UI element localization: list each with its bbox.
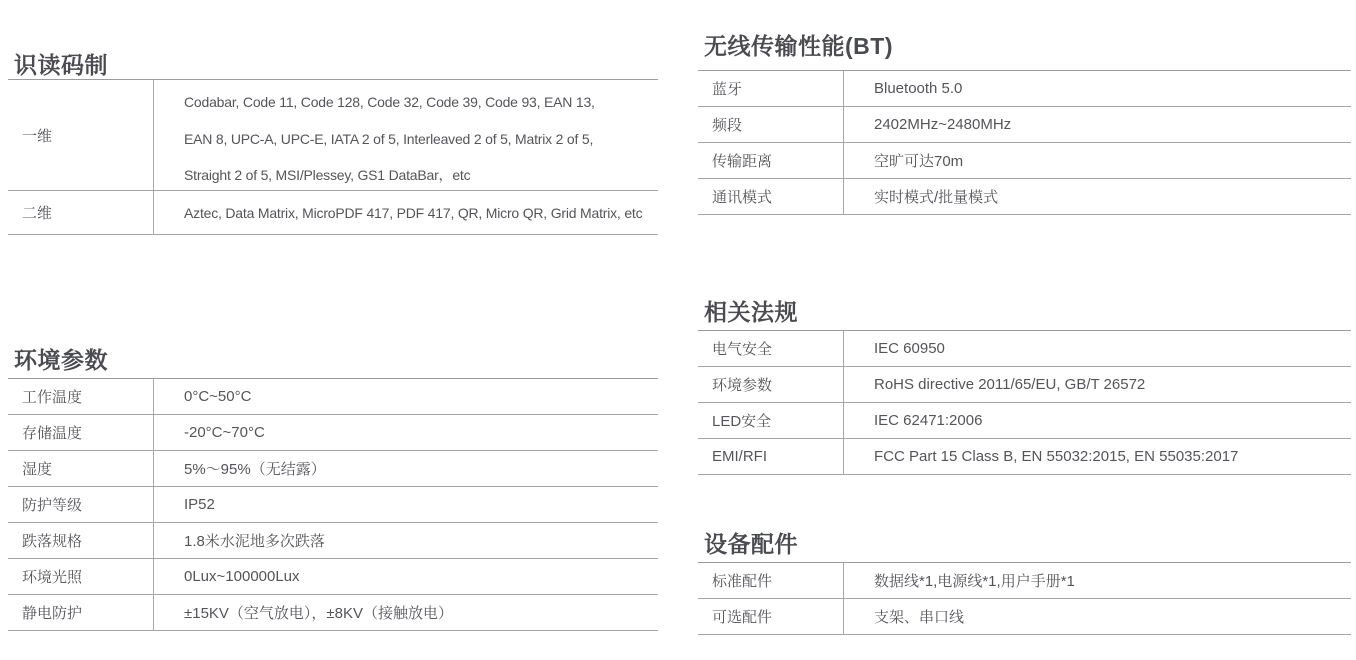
spec-value: 1.8米水泥地多次跌落 bbox=[184, 533, 325, 550]
spec-row-bluetooth bbox=[698, 71, 1351, 107]
spec-label: 频段 bbox=[712, 117, 743, 134]
code-list-line: Codabar, Code 11, Code 128, Code 32, Code 39, Code 93, EAN 13, bbox=[184, 94, 595, 110]
spec-value: IP52 bbox=[184, 496, 215, 513]
spec-label: 环境参数 bbox=[712, 377, 773, 394]
spec-row-drop-spec bbox=[8, 523, 658, 559]
spec-value: ±15KV（空气放电），±8KV（接触放电） bbox=[184, 605, 454, 622]
spec-label: 一维 bbox=[22, 127, 53, 145]
spec-label: 通讯模式 bbox=[712, 189, 773, 206]
spec-label: 湿度 bbox=[22, 461, 53, 478]
spec-value bbox=[153, 80, 658, 190]
spec-label: 工作温度 bbox=[22, 389, 83, 406]
spec-row-frequency bbox=[698, 107, 1351, 143]
spec-row-led-safety bbox=[698, 403, 1351, 439]
spec-row-emi-rfi bbox=[698, 439, 1351, 475]
spec-row-range bbox=[698, 143, 1351, 179]
spec-value: IEC 62471:2006 bbox=[874, 412, 983, 429]
code-list-line: EAN 8, UPC-A, UPC-E, IATA 2 of 5, Interleaved 2 of 5, Matrix 2 of 5, bbox=[184, 130, 594, 147]
read-codes-table bbox=[8, 79, 658, 235]
spec-label: 环境光照 bbox=[22, 569, 83, 586]
spec-label: 存储温度 bbox=[22, 425, 83, 442]
spec-value: 支架、串口线 bbox=[874, 609, 965, 626]
environment-title: 环境参数 bbox=[14, 347, 108, 373]
regulations-title: 相关法规 bbox=[704, 299, 798, 325]
regulations-table bbox=[698, 330, 1351, 475]
accessories-title: 设备配件 bbox=[704, 531, 798, 557]
spec-row-storage-temp bbox=[8, 415, 658, 451]
spec-label: 传输距离 bbox=[712, 153, 773, 170]
spec-label: 可选配件 bbox=[712, 609, 773, 626]
spec-value: -20°C~70°C bbox=[184, 424, 265, 441]
spec-label: 静电防护 bbox=[22, 605, 83, 622]
code-list-line: Straight 2 of 5, MSI/Plessey, GS1 DataBar，etc bbox=[184, 167, 471, 183]
column-divider bbox=[843, 563, 844, 635]
spec-label: 防护等级 bbox=[22, 497, 83, 514]
spec-value: IEC 60950 bbox=[874, 340, 945, 357]
spec-value: Aztec, Data Matrix, MicroPDF 417, PDF 417, QR, Micro QR, Grid Matrix, etc bbox=[184, 204, 643, 221]
spec-label: EMI/RFI bbox=[712, 448, 767, 465]
spec-value: 2402MHz~2480MHz bbox=[874, 116, 1012, 133]
spec-row-1d bbox=[8, 80, 658, 191]
spec-value: 0Lux~100000Lux bbox=[184, 568, 300, 585]
read-codes-title: 识读码制 bbox=[14, 52, 108, 78]
spec-value: 实时模式/批量模式 bbox=[874, 189, 999, 206]
spec-label: 标准配件 bbox=[712, 573, 773, 590]
spec-value: Bluetooth 5.0 bbox=[874, 80, 963, 97]
spec-row-ip-rating bbox=[8, 487, 658, 523]
spec-value: 5%～95%（无结露） bbox=[184, 461, 326, 478]
spec-value: 0°C~50°C bbox=[184, 388, 252, 405]
spec-row-operating-temp bbox=[8, 379, 658, 415]
spec-row-env-regulation bbox=[698, 367, 1351, 403]
spec-row-ambient-light bbox=[8, 559, 658, 595]
spec-row-esd bbox=[8, 595, 658, 631]
spec-row-electrical-safety bbox=[698, 331, 1351, 367]
spec-row-2d bbox=[8, 191, 658, 235]
spec-row-humidity bbox=[8, 451, 658, 487]
spec-value: 数据线*1,电源线*1,用户手册*1 bbox=[874, 573, 1075, 590]
column-divider bbox=[843, 331, 844, 475]
column-divider bbox=[843, 71, 844, 215]
bluetooth-table bbox=[698, 70, 1351, 215]
spec-label: 跌落规格 bbox=[22, 533, 83, 550]
spec-label: 蓝牙 bbox=[712, 81, 743, 98]
spec-label: 二维 bbox=[22, 205, 53, 222]
environment-table bbox=[8, 378, 658, 631]
spec-value: 空旷可达70m bbox=[874, 153, 964, 170]
column-divider bbox=[153, 379, 154, 631]
spec-value: FCC Part 15 Class B, EN 55032:2015, EN 55035:2017 bbox=[874, 448, 1239, 465]
accessories-table bbox=[698, 562, 1351, 635]
spec-label: 电气安全 bbox=[712, 341, 773, 358]
bluetooth-title: 无线传输性能(BT) bbox=[704, 33, 893, 59]
column-divider bbox=[153, 80, 154, 235]
spec-label: LED安全 bbox=[712, 413, 772, 430]
spec-row-optional-accessories bbox=[698, 599, 1351, 635]
spec-row-comm-mode bbox=[698, 179, 1351, 215]
spec-value: RoHS directive 2011/65/EU, GB/T 26572 bbox=[874, 376, 1146, 393]
spec-row-standard-accessories bbox=[698, 563, 1351, 599]
